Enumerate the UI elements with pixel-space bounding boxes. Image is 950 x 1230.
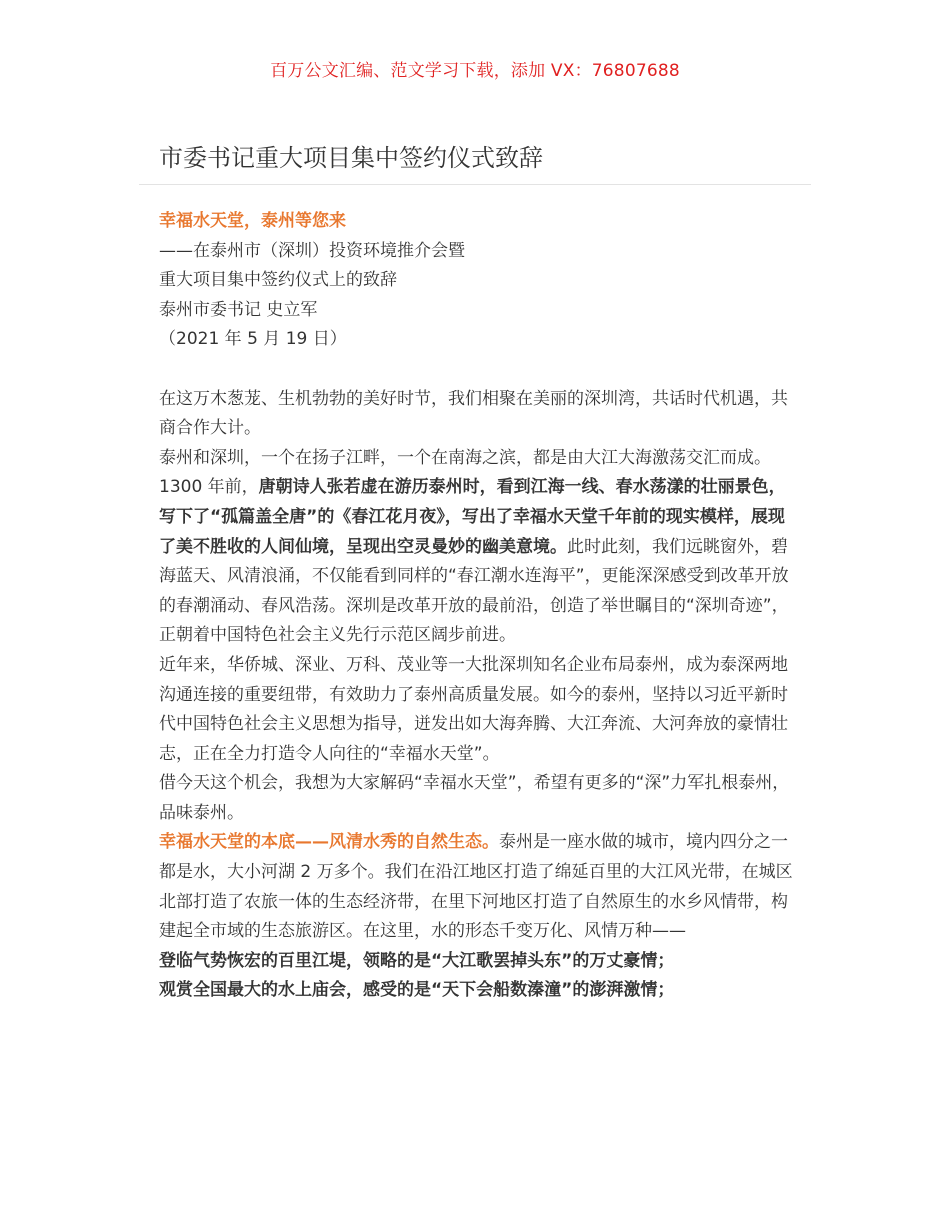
blank-line [159,355,799,385]
speech-subtitle-line1: ——在泰州市（深圳）投资环境推介会暨 [159,240,465,261]
page-title: 市委书记重大项目集中签约仪式致辞 [159,144,543,172]
bold-line: 登临气势恢宏的百里江堤，领略的是“大江歌罢掉头东”的万丈豪情； [159,950,675,971]
paragraph-text: 泰州和深圳，一个在扬子江畔，一个在南海之滨，都是由大江大海激荡交汇而成。1300 年前， [159,447,771,498]
paragraph-text: 泰州是一座水做的城市，境内四分之一都是水，大小河湖 2 万多个。我们在沿江地区打造了绵延百里的大江风光带，在城区北部打造了农旅一体的生态经济带，在里下河地区打造了自然原生的水乡风情带，构建起全市域的生态旅游区。在这里，水的形态千变万化、风情万种—— [159,832,793,942]
paragraph-text: 此时此刻，我们远眺窗外，碧海蓝天、风清浪涌，不仅能看到同样的“春江潮水连海平”，更能深深感受到改革开放的春潮涌动、春风浩荡。深圳是改革开放的最前沿，创造了举世瞩目的“深圳奇迹”，正朝着中国特色社会主义先行示范区阔步前进。 [159,536,789,646]
speech-date: （2021 年 5 月 19 日） [159,329,347,350]
speech-headline: 幸福水天堂，泰州等您来 [159,211,346,231]
speech-subtitle-line2: 重大项目集中签约仪式上的致辞 [159,270,397,291]
section-heading: 幸福水天堂的本底——风清水秀的自然生态。 [159,832,499,853]
paragraph-decode: 借今天这个机会，我想为大家解码“幸福水天堂”，希望有更多的“深”力军扎根泰州，品味泰州。 [159,773,790,823]
paragraph-ecology [159,828,799,946]
paragraph-taizhou-shenzhen [159,444,799,651]
article-body [159,207,799,1006]
paragraph-bold-text: 唐朝诗人张若虚在游历泰州时，看到江海一线、春水荡漾的壮丽景色，写下了“孤篇盖全唐”的《春江花月夜》，写出了幸福水天堂千年前的现实模样，展现了美不胜收的人间仙境，呈现出空灵曼妙的幽美意境。 [159,477,786,557]
speech-author: 泰州市委书记 史立军 [159,299,318,320]
bold-line: 观赏全国最大的水上庙会，感受的是“天下会船数溱潼”的澎湃激情； [159,980,675,1001]
paragraph-opening: 在这万木葱茏、生机勃勃的美好时节，我们相聚在美丽的深圳湾，共话时代机遇，共商合作大计。 [159,388,788,439]
paragraph-enterprises: 近年来，华侨城、深业、万科、茂业等一大批深圳知名企业布局泰州，成为泰深两地沟通连接的重要纽带，有效助力了泰州高质量发展。如今的泰州，坚持以习近平新时代中国特色社会主义思想为指导，迸发出如大海奔腾、大江奔流、大河奔放的豪情壮志，正在全力打造令人向往的“幸福水天堂”。 [159,654,788,764]
title-divider [139,184,811,185]
promo-banner: 百万公文汇编、范文学习下载，添加 VX：76807688 [270,61,680,81]
